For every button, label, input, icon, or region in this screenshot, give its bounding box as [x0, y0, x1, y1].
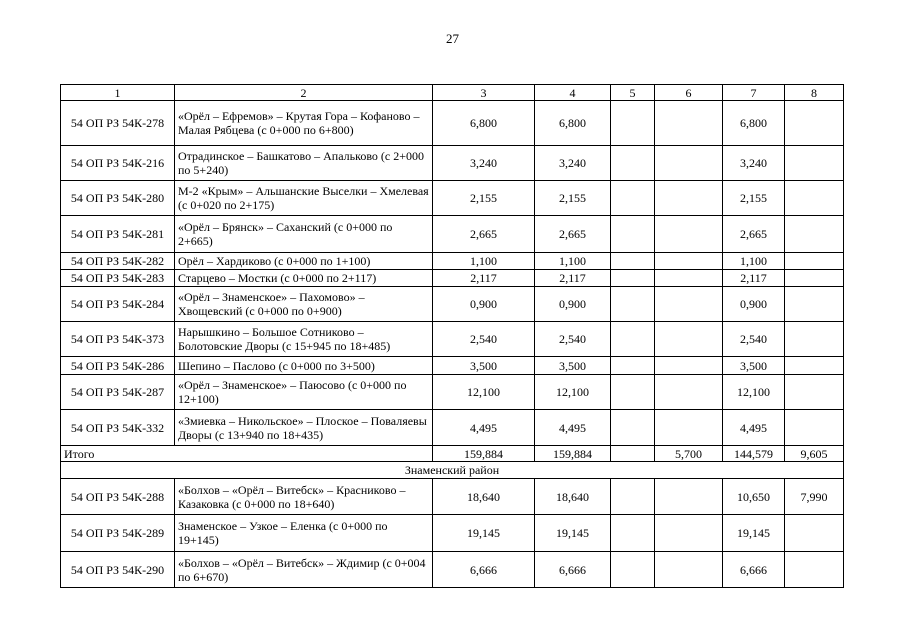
- value-cell-3: 2,155: [433, 181, 535, 216]
- value-cell-6: [655, 181, 723, 216]
- road-name-cell: Нарышкино – Большое Сотниково – Болотовские Дворы (с 15+945 по 18+485): [175, 322, 433, 357]
- value-cell-3: 3,500: [433, 357, 535, 375]
- value-cell-4: 18,640: [535, 479, 611, 515]
- value-cell-5: [611, 216, 655, 253]
- road-code-cell: 54 ОП РЗ 54К-280: [61, 181, 175, 216]
- total-value-c5: [611, 446, 655, 462]
- value-cell-5: [611, 253, 655, 270]
- road-name-cell: Старцево – Мостки (с 0+000 по 2+117): [175, 270, 433, 287]
- value-cell-7: 6,666: [723, 552, 785, 588]
- value-cell-8: [785, 287, 844, 322]
- table-row: [61, 515, 844, 552]
- value-cell-8: [785, 146, 844, 181]
- table-row: [61, 552, 844, 588]
- table-row: [61, 375, 844, 410]
- value-cell-4: 0,900: [535, 287, 611, 322]
- table-row: [61, 270, 844, 287]
- value-cell-5: [611, 357, 655, 375]
- road-name-cell: «Змиевка – Никольское» – Плоское – Поваляевы Дворы (с 13+940 по 18+435): [175, 410, 433, 446]
- value-cell-3: 0,900: [433, 287, 535, 322]
- value-cell-3: 2,117: [433, 270, 535, 287]
- total-value-c3: 159,884: [433, 446, 535, 462]
- road-name-cell: Отрадинское – Башкатово – Апальково (с 2+000 по 5+240): [175, 146, 433, 181]
- value-cell-7: 0,900: [723, 287, 785, 322]
- value-cell-5: [611, 287, 655, 322]
- value-cell-8: [785, 101, 844, 146]
- table-row: [61, 322, 844, 357]
- value-cell-8: [785, 181, 844, 216]
- value-cell-3: 1,100: [433, 253, 535, 270]
- value-cell-6: [655, 216, 723, 253]
- value-cell-8: 7,990: [785, 479, 844, 515]
- column-header: 2: [175, 85, 433, 101]
- value-cell-7: 2,117: [723, 270, 785, 287]
- table-row: [61, 181, 844, 216]
- column-header: 1: [61, 85, 175, 101]
- table-header-row: [61, 85, 844, 101]
- value-cell-3: 2,540: [433, 322, 535, 357]
- value-cell-6: [655, 146, 723, 181]
- value-cell-8: [785, 375, 844, 410]
- road-name-cell: Знаменское – Узкое – Еленка (с 0+000 по 19+145): [175, 515, 433, 552]
- table-row: [61, 479, 844, 515]
- value-cell-7: 19,145: [723, 515, 785, 552]
- value-cell-7: 10,650: [723, 479, 785, 515]
- column-header: 3: [433, 85, 535, 101]
- value-cell-4: 4,495: [535, 410, 611, 446]
- value-cell-6: [655, 479, 723, 515]
- value-cell-4: 6,800: [535, 101, 611, 146]
- total-value-c8: 9,605: [785, 446, 844, 462]
- table-row: [61, 146, 844, 181]
- value-cell-7: 1,100: [723, 253, 785, 270]
- road-name-cell: «Орёл – Ефремов» – Крутая Гора – Кофаново – Малая Рябцева (с 0+000 по 6+800): [175, 101, 433, 146]
- value-cell-3: 6,666: [433, 552, 535, 588]
- column-header: 6: [655, 85, 723, 101]
- table-row: [61, 216, 844, 253]
- road-code-cell: 54 ОП РЗ 54К-373: [61, 322, 175, 357]
- value-cell-4: 19,145: [535, 515, 611, 552]
- value-cell-7: 4,495: [723, 410, 785, 446]
- value-cell-3: 6,800: [433, 101, 535, 146]
- table-row: [61, 410, 844, 446]
- road-code-cell: 54 ОП РЗ 54К-286: [61, 357, 175, 375]
- total-row: [61, 446, 844, 462]
- value-cell-8: [785, 216, 844, 253]
- page-number: 27: [446, 31, 459, 46]
- road-code-cell: 54 ОП РЗ 54К-282: [61, 253, 175, 270]
- value-cell-7: 12,100: [723, 375, 785, 410]
- value-cell-8: [785, 253, 844, 270]
- road-name-cell: Шепино – Паслово (с 0+000 по 3+500): [175, 357, 433, 375]
- value-cell-6: [655, 515, 723, 552]
- value-cell-4: 2,540: [535, 322, 611, 357]
- total-value-c4: 159,884: [535, 446, 611, 462]
- value-cell-5: [611, 515, 655, 552]
- road-name-cell: «Болхов – «Орёл – Витебск» – Ждимир (с 0+004 по 6+670): [175, 552, 433, 588]
- column-header: 5: [611, 85, 655, 101]
- value-cell-8: [785, 322, 844, 357]
- value-cell-6: [655, 357, 723, 375]
- value-cell-8: [785, 357, 844, 375]
- district-row: [61, 462, 844, 479]
- value-cell-7: 3,500: [723, 357, 785, 375]
- road-name-cell: «Болхов – «Орёл – Витебск» – Красниково – Казаковка (с 0+000 по 18+640): [175, 479, 433, 515]
- road-name-cell: Орёл – Хардиково (с 0+000 по 1+100): [175, 253, 433, 270]
- table-row: [61, 287, 844, 322]
- road-name-cell: «Орёл – Знаменское» – Паюсово (с 0+000 по 12+100): [175, 375, 433, 410]
- value-cell-8: [785, 270, 844, 287]
- value-cell-6: [655, 375, 723, 410]
- value-cell-6: [655, 552, 723, 588]
- column-header: 8: [785, 85, 844, 101]
- road-code-cell: 54 ОП РЗ 54К-332: [61, 410, 175, 446]
- table-row: [61, 357, 844, 375]
- value-cell-6: [655, 322, 723, 357]
- value-cell-5: [611, 410, 655, 446]
- road-code-cell: 54 ОП РЗ 54К-289: [61, 515, 175, 552]
- value-cell-6: [655, 287, 723, 322]
- road-code-cell: 54 ОП РЗ 54К-284: [61, 287, 175, 322]
- road-name-cell: «Орёл – Знаменское» – Пахомово» – Хвощевский (с 0+000 по 0+900): [175, 287, 433, 322]
- value-cell-6: [655, 270, 723, 287]
- value-cell-3: 19,145: [433, 515, 535, 552]
- value-cell-4: 3,500: [535, 357, 611, 375]
- road-code-cell: 54 ОП РЗ 54К-288: [61, 479, 175, 515]
- table-row: [61, 253, 844, 270]
- value-cell-5: [611, 270, 655, 287]
- value-cell-6: [655, 253, 723, 270]
- value-cell-3: 12,100: [433, 375, 535, 410]
- road-code-cell: 54 ОП РЗ 54К-287: [61, 375, 175, 410]
- value-cell-7: 6,800: [723, 101, 785, 146]
- value-cell-5: [611, 101, 655, 146]
- road-name-cell: «Орёл – Брянск» – Саханский (с 0+000 по 2+665): [175, 216, 433, 253]
- total-label: Итого: [61, 446, 433, 462]
- roads-table: [60, 84, 844, 588]
- value-cell-6: [655, 410, 723, 446]
- value-cell-5: [611, 146, 655, 181]
- total-value-c6: 5,700: [655, 446, 723, 462]
- value-cell-8: [785, 410, 844, 446]
- value-cell-4: 3,240: [535, 146, 611, 181]
- road-code-cell: 54 ОП РЗ 54К-278: [61, 101, 175, 146]
- value-cell-6: [655, 101, 723, 146]
- value-cell-4: 6,666: [535, 552, 611, 588]
- district-heading: Знаменский район: [61, 462, 844, 479]
- value-cell-7: 2,665: [723, 216, 785, 253]
- road-code-cell: 54 ОП РЗ 54К-283: [61, 270, 175, 287]
- value-cell-3: 3,240: [433, 146, 535, 181]
- value-cell-4: 12,100: [535, 375, 611, 410]
- value-cell-4: 2,155: [535, 181, 611, 216]
- value-cell-5: [611, 479, 655, 515]
- value-cell-3: 2,665: [433, 216, 535, 253]
- road-code-cell: 54 ОП РЗ 54К-281: [61, 216, 175, 253]
- value-cell-8: [785, 552, 844, 588]
- value-cell-5: [611, 552, 655, 588]
- value-cell-3: 4,495: [433, 410, 535, 446]
- value-cell-7: 2,540: [723, 322, 785, 357]
- column-header: 7: [723, 85, 785, 101]
- road-code-cell: 54 ОП РЗ 54К-216: [61, 146, 175, 181]
- value-cell-8: [785, 515, 844, 552]
- road-name-cell: М-2 «Крым» – Альшанские Выселки – Хмелевая (с 0+020 по 2+175): [175, 181, 433, 216]
- value-cell-5: [611, 322, 655, 357]
- road-code-cell: 54 ОП РЗ 54К-290: [61, 552, 175, 588]
- column-header: 4: [535, 85, 611, 101]
- value-cell-7: 3,240: [723, 146, 785, 181]
- value-cell-7: 2,155: [723, 181, 785, 216]
- value-cell-5: [611, 181, 655, 216]
- value-cell-4: 1,100: [535, 253, 611, 270]
- value-cell-3: 18,640: [433, 479, 535, 515]
- value-cell-5: [611, 375, 655, 410]
- value-cell-4: 2,117: [535, 270, 611, 287]
- value-cell-4: 2,665: [535, 216, 611, 253]
- table-row: [61, 101, 844, 146]
- total-value-c7: 144,579: [723, 446, 785, 462]
